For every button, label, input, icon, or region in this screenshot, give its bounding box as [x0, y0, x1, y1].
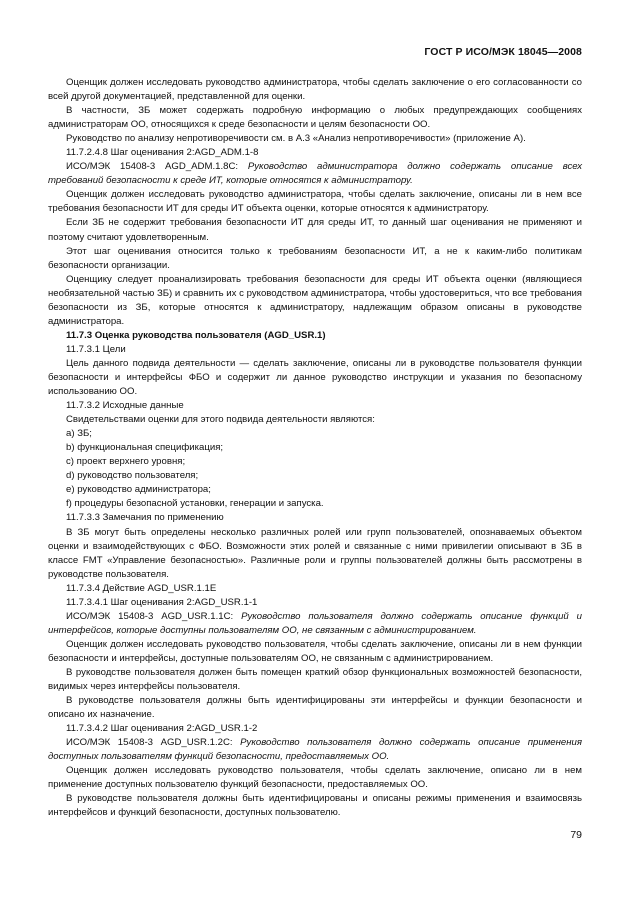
paragraph: В ЗБ могут быть определены несколько различных ролей или групп пользователей, опознаваемых объектом оценки и взаимодействующих с ФБО. Возможности этих ролей и связанные с ними привилегии описывают в ЗБ в классе FMT «Управление безопасностью». Различные роли и группы пользователей должны быть рассмотрены в руководстве пользователя. [48, 526, 582, 580]
requirement-ref: ИСО/МЭК 15408-3 AGD_ADM.1.8С: [66, 161, 248, 173]
list-item: d) руководство пользователя; [66, 470, 199, 482]
subsection-heading: 11.7.3.1 Цели [66, 343, 126, 355]
paragraph: Оценщик должен исследовать руководство администратора, чтобы сделать заключение о его согласованности со всей другой документацией, представленной для оценки. [48, 77, 582, 103]
list-item: c) проект верхнего уровня; [66, 456, 186, 468]
paragraph: Этот шаг оценивания относится только к требованиям безопасности ИТ, а не к каким-либо политикам безопасности организации. [48, 245, 582, 271]
subsection-heading: 11.7.3.2 Исходные данные [66, 400, 184, 412]
paragraph: Если ЗБ не содержит требования безопасности ИТ для среды ИТ, то данный шаг оценивания не применяют и поэтому считают удовлетворенным. [48, 217, 582, 243]
subsection-heading: 11.7.3.3 Замечания по применению [66, 512, 224, 524]
paragraph: В руководстве пользователя должны быть идентифицированы и описаны режимы применения и взаимосвязь интерфейсов и функций безопасности, доступных пользователю. [48, 793, 582, 819]
requirement-ref: ИСО/МЭК 15408-3 AGD_USR.1.1С: [66, 610, 242, 622]
step-heading: 11.7.3.4.2 Шаг оценивания 2:AGD_USR.1-2 [66, 723, 258, 735]
paragraph: Оценщик должен исследовать руководство пользователя, чтобы сделать заключение, описано ли в нем применение доступных пользователю функций безопасности, предоставляемых ОО. [48, 765, 582, 791]
list-item: a) ЗБ; [66, 428, 92, 440]
requirement-paragraph [48, 160, 582, 188]
requirement-text: Руководство пользователя должно содержать описание применения доступных пользователям функций безопасности, предоставляемых ОО. [48, 737, 582, 763]
subsection-heading: 11.7.3.4 Действие AGD_USR.1.1E [66, 582, 217, 594]
requirement-paragraph [48, 610, 582, 638]
paragraph: В частности, ЗБ может содержать подробную информацию о любых предупреждающих сообщениях администраторам ОО, относящихся к среде безопасности и целям безопасности ОО. [48, 105, 582, 131]
page-number: 79 [570, 829, 582, 841]
list-item: f) процедуры безопасной установки, генерации и запуска. [66, 498, 324, 510]
paragraph: Свидетельствами оценки для этого подвида деятельности являются: [66, 414, 375, 426]
step-heading: 11.7.2.4.8 Шаг оценивания 2:AGD_ADM.1-8 [66, 147, 259, 159]
requirement-text: Руководство пользователя должно содержать описание функций и интерфейсов, которые доступны пользователям ОО, не связанным с администрированием. [48, 610, 582, 636]
paragraph: Оценщик должен исследовать руководство администратора, чтобы сделать заключение, описаны ли в нем все требования безопасности ИТ для среды ИТ объекта оценки, которые относятся к администратору. [48, 189, 582, 215]
requirement-ref: ИСО/МЭК 15408-3 AGD_USR.1.2С: [66, 737, 241, 749]
list-item: b) функциональная спецификация; [66, 442, 224, 454]
section-heading: 11.7.3 Оценка руководства пользователя (AGD_USR.1) [66, 329, 326, 341]
paragraph: Оценщику следует проанализировать требования безопасности для среды ИТ объекта оценки (являющиеся необязательной частью ЗБ) и сравнить их с руководством администратора, чтобы удостовериться, что все требования безопасности из ЗБ, которые относятся к администратору, надлежащим образом описаны в руководстве администратора. [48, 273, 582, 327]
requirement-text: Руководство администратора должно содержать описание всех требований безопасности к среде ИТ, которые относятся к администратору. [48, 161, 582, 187]
paragraph: В руководстве пользователя должен быть помещен краткий обзор функциональных возможностей безопасности, видимых через интерфейсы пользователя. [48, 666, 582, 693]
paragraph: Оценщик должен исследовать руководство пользователя, чтобы сделать заключение, описаны ли в нем функции безопасности и интерфейсы, доступные пользователям ОО, не связанным с администрированием. [48, 638, 582, 664]
requirement-paragraph [48, 736, 582, 764]
document-body [48, 76, 582, 820]
list-item: e) руководство администратора; [66, 484, 211, 496]
paragraph: В руководстве пользователя должны быть идентифицированы эти интерфейсы и функции безопасности и описано их назначение. [48, 695, 582, 721]
paragraph: Цель данного подвида деятельности — сделать заключение, описаны ли в руководстве пользователя функции безопасности и интерфейсы ФБО и содержит ли данное руководство инструкции и указания по безопасному использованию ОО. [48, 357, 582, 398]
standard-header: ГОСТ Р ИСО/МЭК 18045—2008 [424, 46, 582, 58]
step-heading: 11.7.3.4.1 Шаг оценивания 2:AGD_USR.1-1 [66, 596, 258, 608]
paragraph: Руководство по анализу непротиворечивости см. в А.3 «Анализ непротиворечивости» (приложение А). [66, 133, 526, 145]
